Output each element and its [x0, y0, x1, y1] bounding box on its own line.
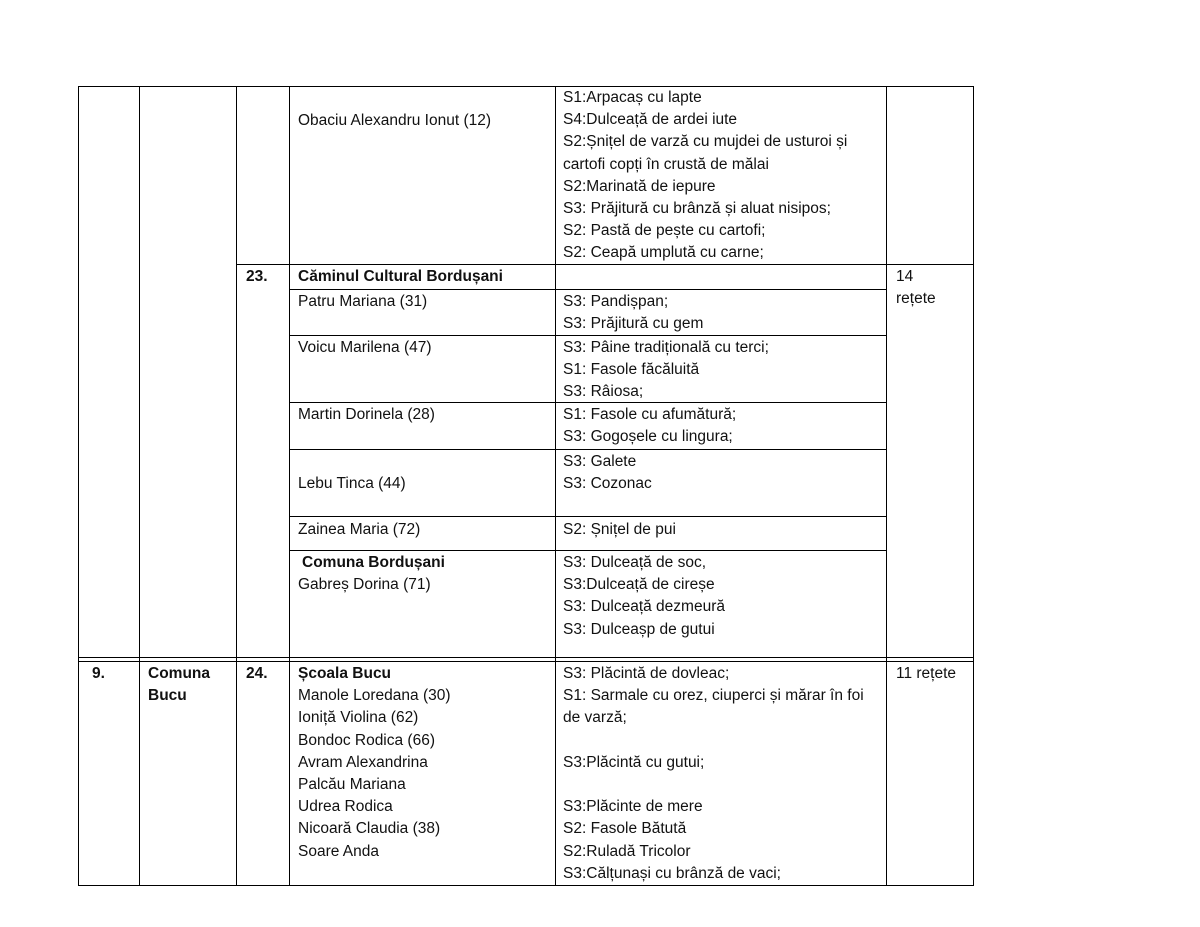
- column-divider: [139, 86, 140, 886]
- recipe-item: S3: Pâine tradițională cu terci;: [563, 339, 769, 356]
- recipe-item: S3: Prăjitură cu brânză și aluat nisipos;: [563, 199, 831, 217]
- recipe-list: [563, 404, 736, 448]
- person-name: Lebu Tinca (44): [298, 475, 406, 492]
- recipe-item: S3: Prăjitură cu gem: [563, 315, 704, 333]
- person-name: Palcău Mariana: [298, 775, 406, 793]
- recipe-item: S4:Dulceață de ardei iute: [563, 111, 738, 129]
- recipe-item: de varză;: [563, 709, 627, 727]
- person-name: Zainea Maria (72): [298, 521, 421, 538]
- commune-name: Comuna Bucu: [148, 665, 210, 705]
- recipe-item: S3: Galete: [563, 453, 637, 470]
- person-name: Soare Anda: [298, 842, 380, 860]
- person-name: Manole Loredana (30): [298, 687, 451, 705]
- recipe-item: S2: Ceapă umplută cu carne;: [563, 244, 764, 262]
- recipe-count: 11 rețete: [896, 665, 957, 682]
- section-divider: [78, 657, 974, 658]
- column-divider: [289, 86, 290, 886]
- recipe-item: S2:Șnițel de varză cu mujdei de usturoi și: [563, 133, 848, 151]
- section-divider: [78, 661, 974, 662]
- row-divider: [289, 449, 887, 450]
- people-list: [298, 663, 451, 863]
- recipe-item: S3:Călțunași cu brânză de vaci;: [563, 864, 781, 882]
- person-name: Obaciu Alexandru Ionut (12): [298, 112, 492, 129]
- recipe-item: S2: Fasole Bătută: [563, 820, 687, 838]
- table-border-bottom: [78, 885, 974, 886]
- recipe-item: S2: Șnițel de pui: [563, 521, 676, 538]
- person-name: Avram Alexandrina: [298, 753, 428, 771]
- recipe-list: [563, 337, 769, 404]
- recipe-list: [563, 552, 725, 641]
- person-name: Nicoară Claudia (38): [298, 820, 441, 838]
- recipe-item: S1:Arpacaș cu lapte: [563, 89, 702, 106]
- person-name: Bondoc Rodica (66): [298, 731, 435, 749]
- section-title: Școala Bucu: [298, 665, 392, 682]
- recipe-item: S3: Cozonac: [563, 475, 652, 493]
- column-divider: [236, 86, 237, 886]
- recipe-item: S1: Fasole făcăluită: [563, 361, 700, 379]
- recipe-item: S3:Plăcintă cu gutui;: [563, 753, 705, 771]
- person-name: Martin Dorinela (28): [298, 406, 435, 423]
- person-name: Udrea Rodica: [298, 798, 393, 816]
- person-name: Ioniță Violina (62): [298, 709, 419, 727]
- column-divider: [555, 86, 556, 886]
- row-divider: [289, 550, 887, 551]
- recipe-item: S2:Ruladă Tricolor: [563, 842, 691, 860]
- recipe-list: [563, 291, 703, 335]
- recipe-item: S3: Dulceașp de gutui: [563, 620, 715, 638]
- recipe-item: S2:Marinată de iepure: [563, 177, 716, 195]
- section-title: Căminul Cultural Bordușani: [298, 268, 503, 285]
- recipe-item: S2: Pastă de pește cu cartofi;: [563, 222, 766, 240]
- row-divider: [289, 289, 887, 290]
- recipe-item: [563, 774, 864, 796]
- recipe-item: S3: Dulceață de soc,: [563, 554, 707, 571]
- recipe-item: S3:Dulceață de cireșe: [563, 576, 715, 594]
- person-name: Voicu Marilena (47): [298, 339, 432, 356]
- recipe-list: [563, 87, 847, 265]
- column-divider: [886, 86, 887, 886]
- recipe-item: S3: Râiosa;: [563, 383, 644, 401]
- recipe-item: S1: Fasole cu afumătură;: [563, 406, 737, 423]
- person-name: Patru Mariana (31): [298, 293, 428, 310]
- row-number: 9.: [92, 665, 105, 682]
- recipe-item: [563, 730, 864, 752]
- recipe-item: S3:Plăcinte de mere: [563, 798, 703, 816]
- section-number: 24.: [246, 665, 268, 682]
- recipe-item: S3: Dulceață dezmeură: [563, 598, 725, 616]
- recipe-item: S1: Sarmale cu orez, ciuperci și mărar în foi: [563, 687, 864, 705]
- recipe-item: S3: Gogoșele cu lingura;: [563, 428, 733, 446]
- row-divider: [289, 516, 887, 517]
- recipe-count: 14 rețete: [896, 268, 936, 308]
- person-name: Gabreș Dorina (71): [298, 576, 431, 593]
- table-border-left: [78, 86, 79, 886]
- section-number: 23.: [246, 268, 268, 285]
- recipe-list: [563, 451, 652, 495]
- recipe-item: S3: Pandișpan;: [563, 293, 669, 310]
- commune-heading: Comuna Bordușani: [302, 554, 445, 571]
- recipe-item: cartofi copți în crustă de mălai: [563, 155, 769, 173]
- table-border-right: [973, 86, 974, 886]
- recipe-item: S3: Plăcintă de dovleac;: [563, 665, 730, 682]
- recipe-list: [563, 663, 864, 885]
